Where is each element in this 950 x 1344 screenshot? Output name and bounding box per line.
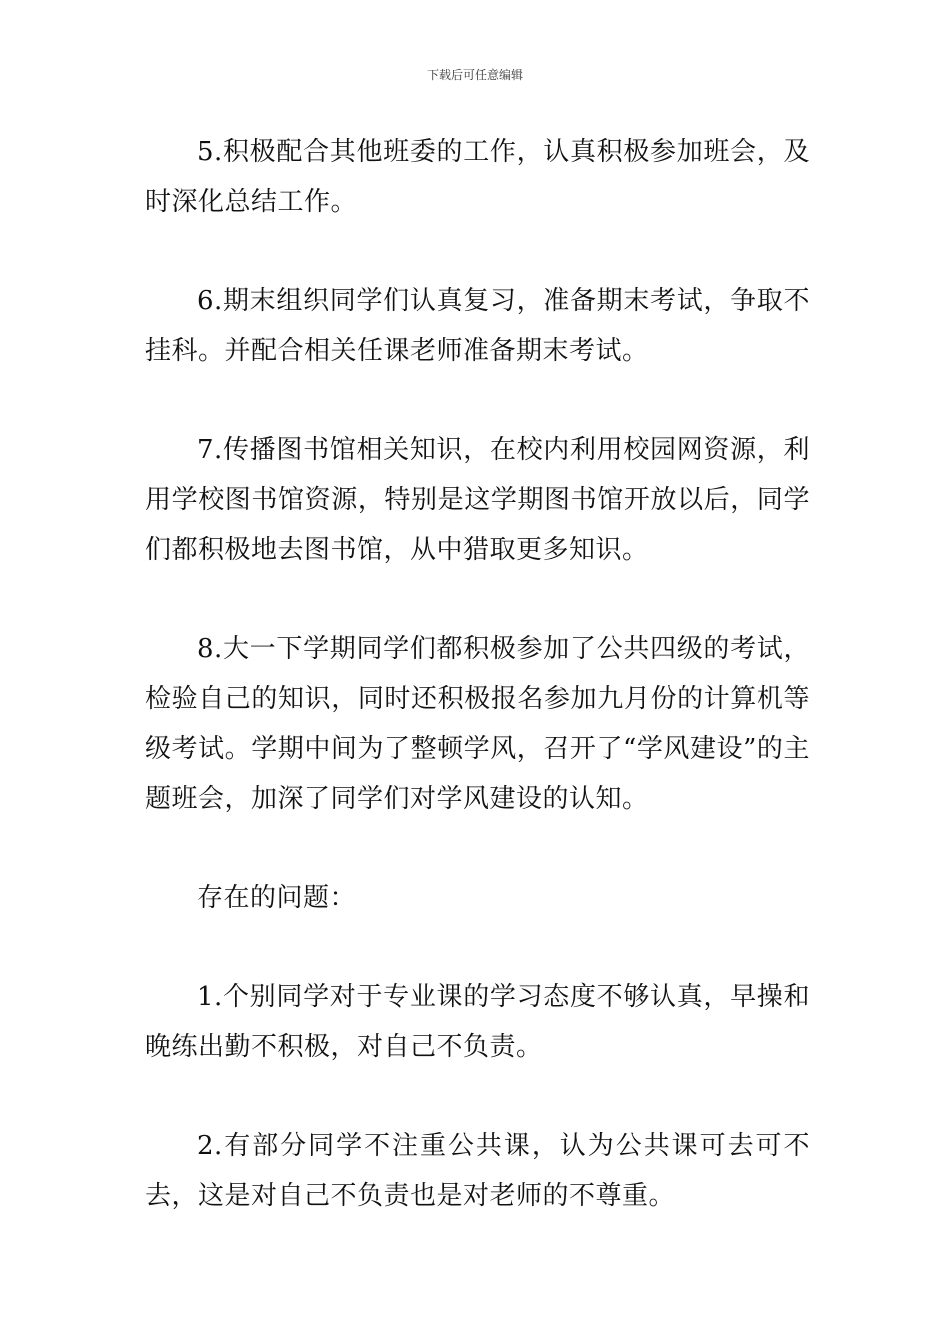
- paragraph-item-7: 7.传播图书馆相关知识，在校内利用校园网资源，利用学校图书馆资源，特别是这学期图书馆开放以后，同学们都积极地去图书馆，从中猎取更多知识。: [145, 435, 810, 565]
- paragraph-item-8: 8.大一下学期同学们都积极参加了公共四级的考试，检验自己的知识，同时还积极报名参加九月份的计算机等级考试。学期中间为了整顿学风，召开了“学风建设”的主题班会，加深了同学们对学风建设的认知。: [145, 634, 810, 814]
- problem-item-1: 1.个别同学对于专业课的学习态度不够认真，早操和晚练出勤不积极，对自己不负责。: [145, 982, 810, 1062]
- problem-item-2: 2.有部分同学不注重公共课，认为公共课可去可不去，这是对自己不负责也是对老师的不尊重。: [145, 1131, 810, 1211]
- paragraph-item-6: 6.期末组织同学们认真复习，准备期末考试，争取不挂科。并配合相关任课老师准备期末考试。: [145, 286, 810, 366]
- section-heading-problems: 存在的问题：: [197, 883, 357, 913]
- paragraph-item-5: 5.积极配合其他班委的工作，认真积极参加班会，及时深化总结工作。: [145, 137, 810, 217]
- document-body: [145, 127, 810, 1270]
- page-header: 下载后可任意编辑: [426, 68, 523, 82]
